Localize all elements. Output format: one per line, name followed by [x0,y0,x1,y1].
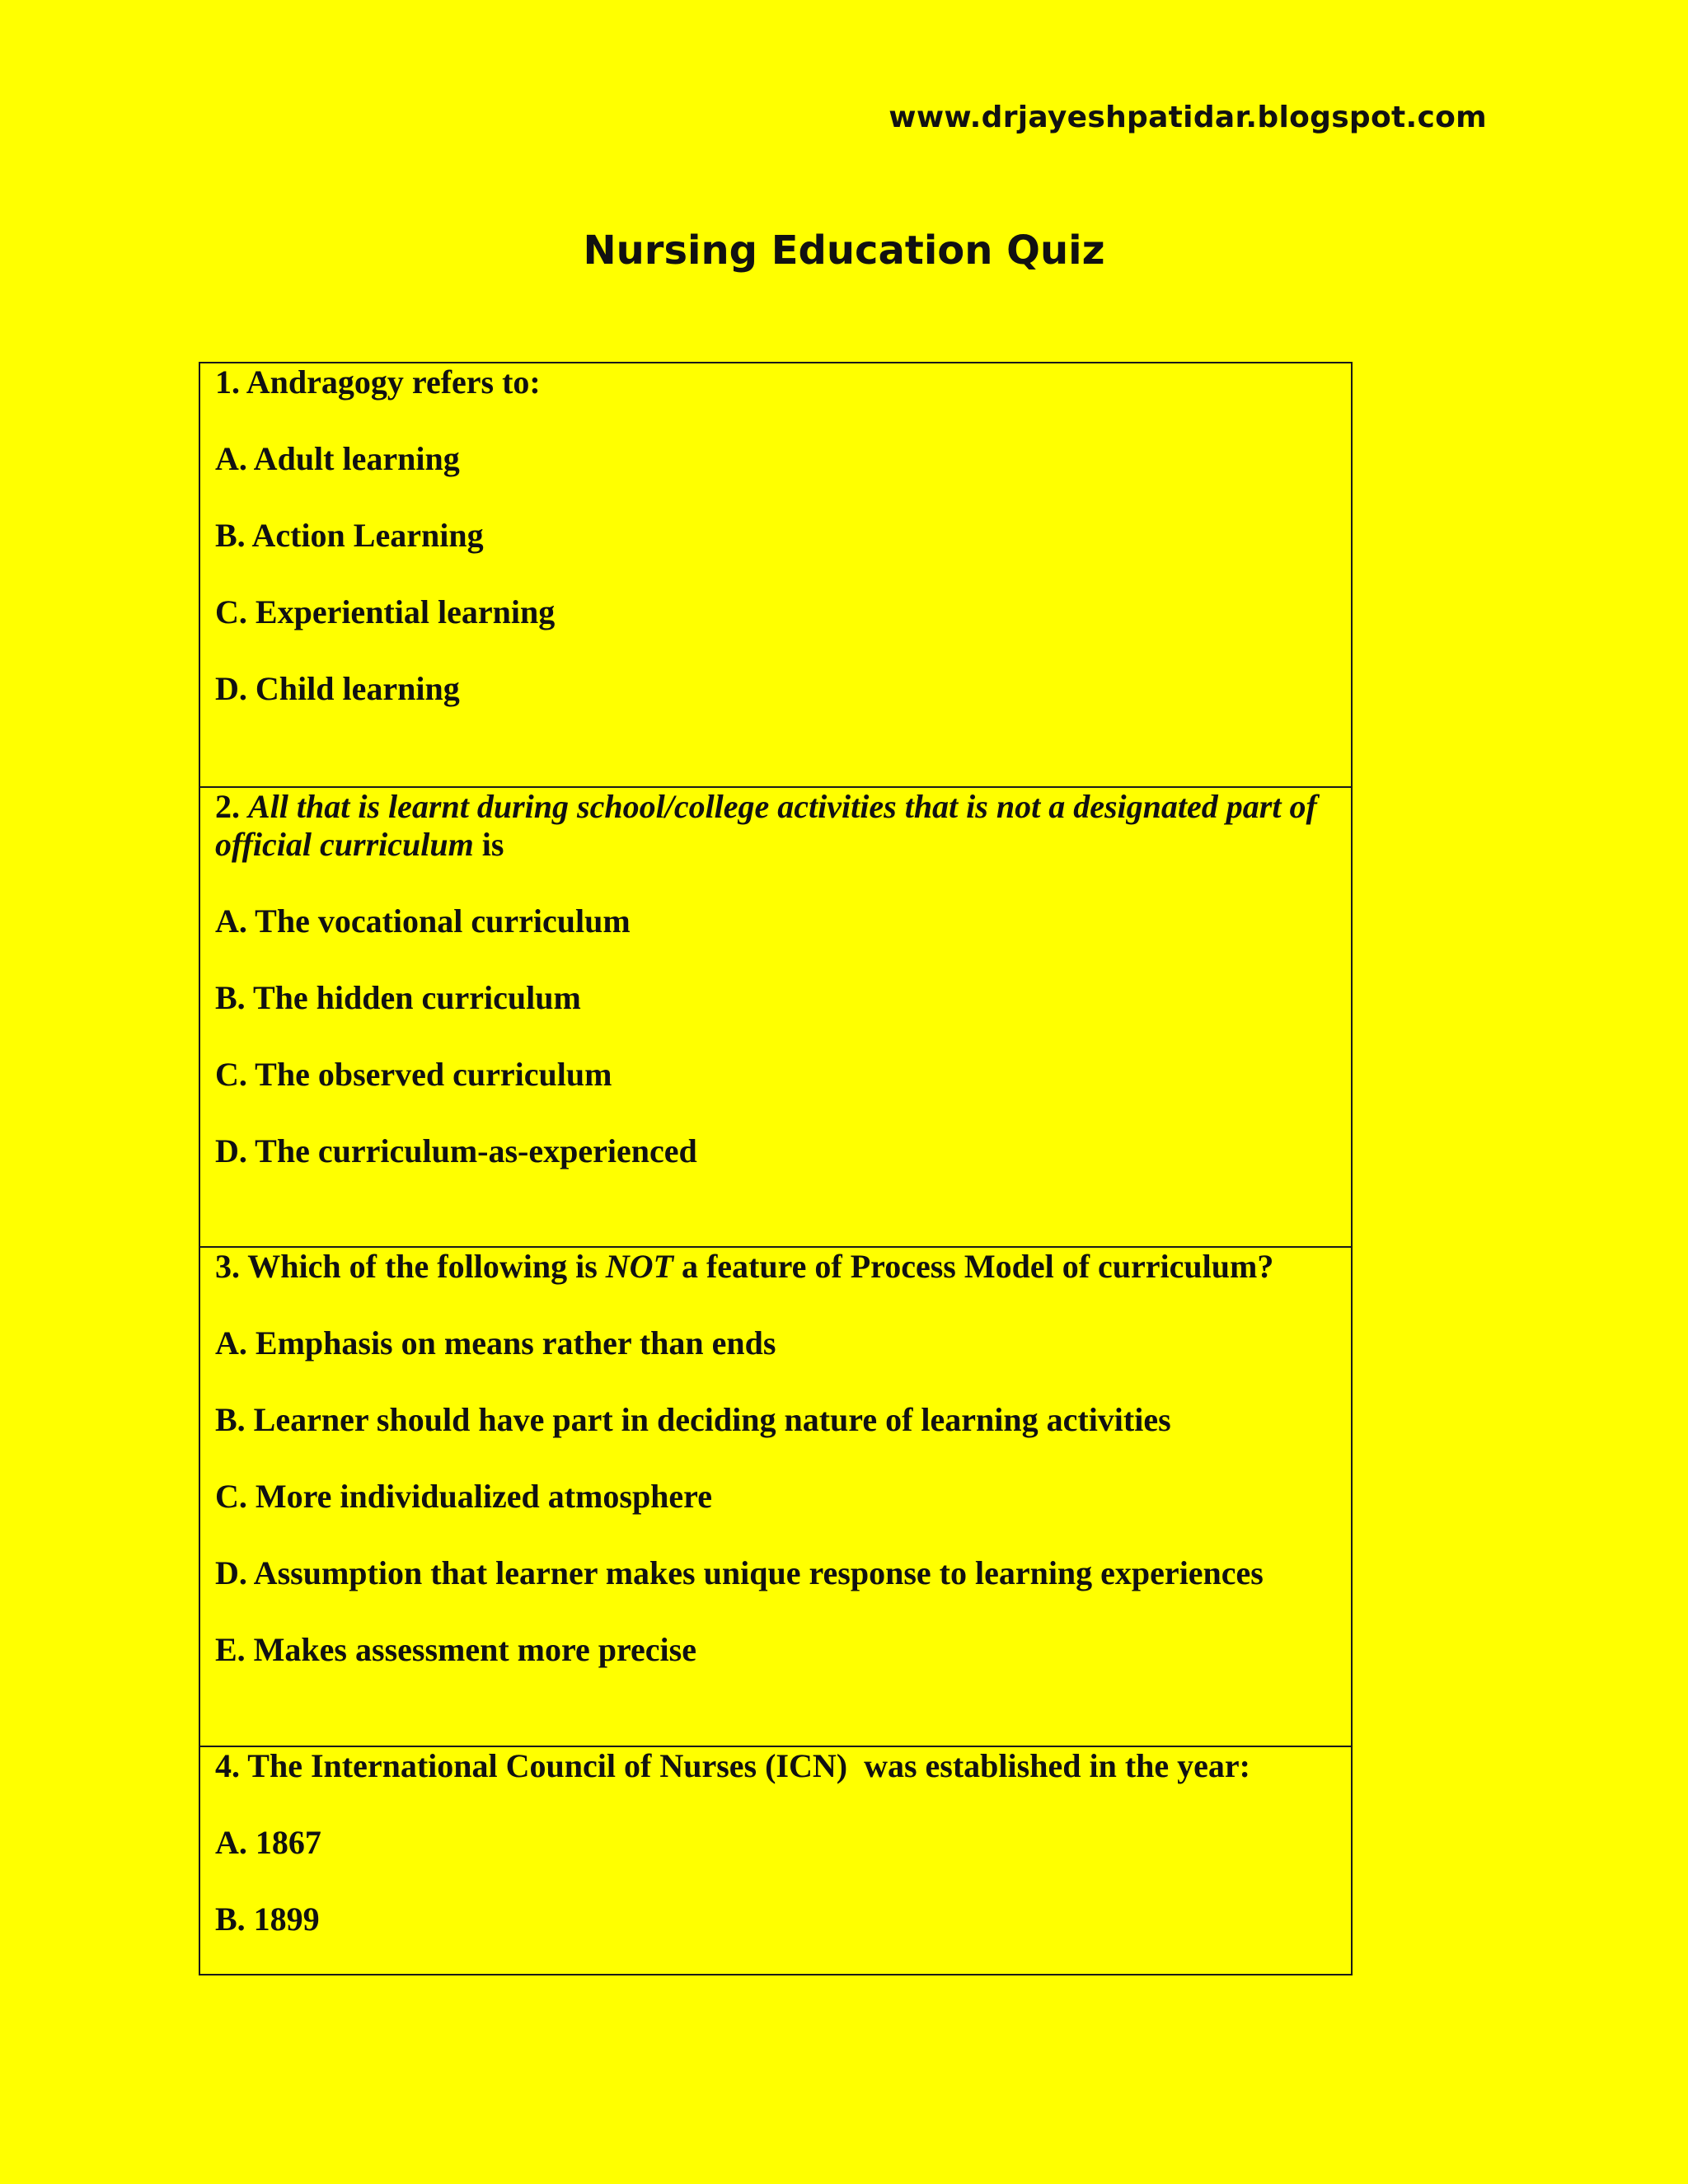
option-a: A. Emphasis on means rather than ends [215,1324,776,1361]
question-number: 3. [215,1248,240,1285]
question-text-tail: is [481,826,504,863]
site-url[interactable]: www.drjayeshpatidar.blogspot.com [889,101,1487,134]
option-d: D. The curriculum-as-experienced [215,1132,697,1169]
option-d: D. Child learning [215,670,460,707]
question-number: 4. [215,1747,240,1784]
option-a: A. Adult learning [215,440,460,477]
option-b: B. Action Learning [215,517,484,554]
question-2 [200,786,1351,1246]
option-b: B. 1899 [215,1900,320,1938]
option-b: B. Learner should have part in deciding nature of learning activities [215,1401,1171,1438]
question-text-before: Which of the following is [247,1248,598,1285]
question-stem [215,788,1323,864]
option-d: D. Assumption that learner makes unique response to learning experiences [215,1554,1264,1591]
option-a: A. The vocational curriculum [215,902,631,940]
question-stem [215,363,1323,401]
option-b: B. The hidden curriculum [215,979,581,1016]
option-c: C. The observed curriculum [215,1056,612,1093]
question-text: The International Council of Nurses (ICN) was established in the year: [247,1747,1250,1784]
question-text: Andragogy refers to: [246,363,541,401]
question-text-after: a feature of Process Model of curriculum? [681,1248,1274,1285]
question-text-italic: NOT [605,1248,673,1285]
page-title: Nursing Education Quiz [583,227,1105,274]
option-c: C. More individualized atmosphere [215,1478,712,1515]
question-3 [200,1246,1351,1746]
question-number: 2. [215,788,240,825]
question-stem [215,1248,1323,1286]
question-1 [200,363,1351,786]
quiz-table [199,362,1353,1975]
question-number: 1. [215,363,240,401]
question-4 [200,1746,1351,1974]
question-stem [215,1747,1323,1785]
option-e: E. Makes assessment more precise [215,1631,696,1668]
option-c: C. Experiential learning [215,593,556,630]
question-text-italic: All that is learnt during school/college activities that is not a designated part of official curriculum [215,788,1317,863]
option-a: A. 1867 [215,1824,321,1861]
